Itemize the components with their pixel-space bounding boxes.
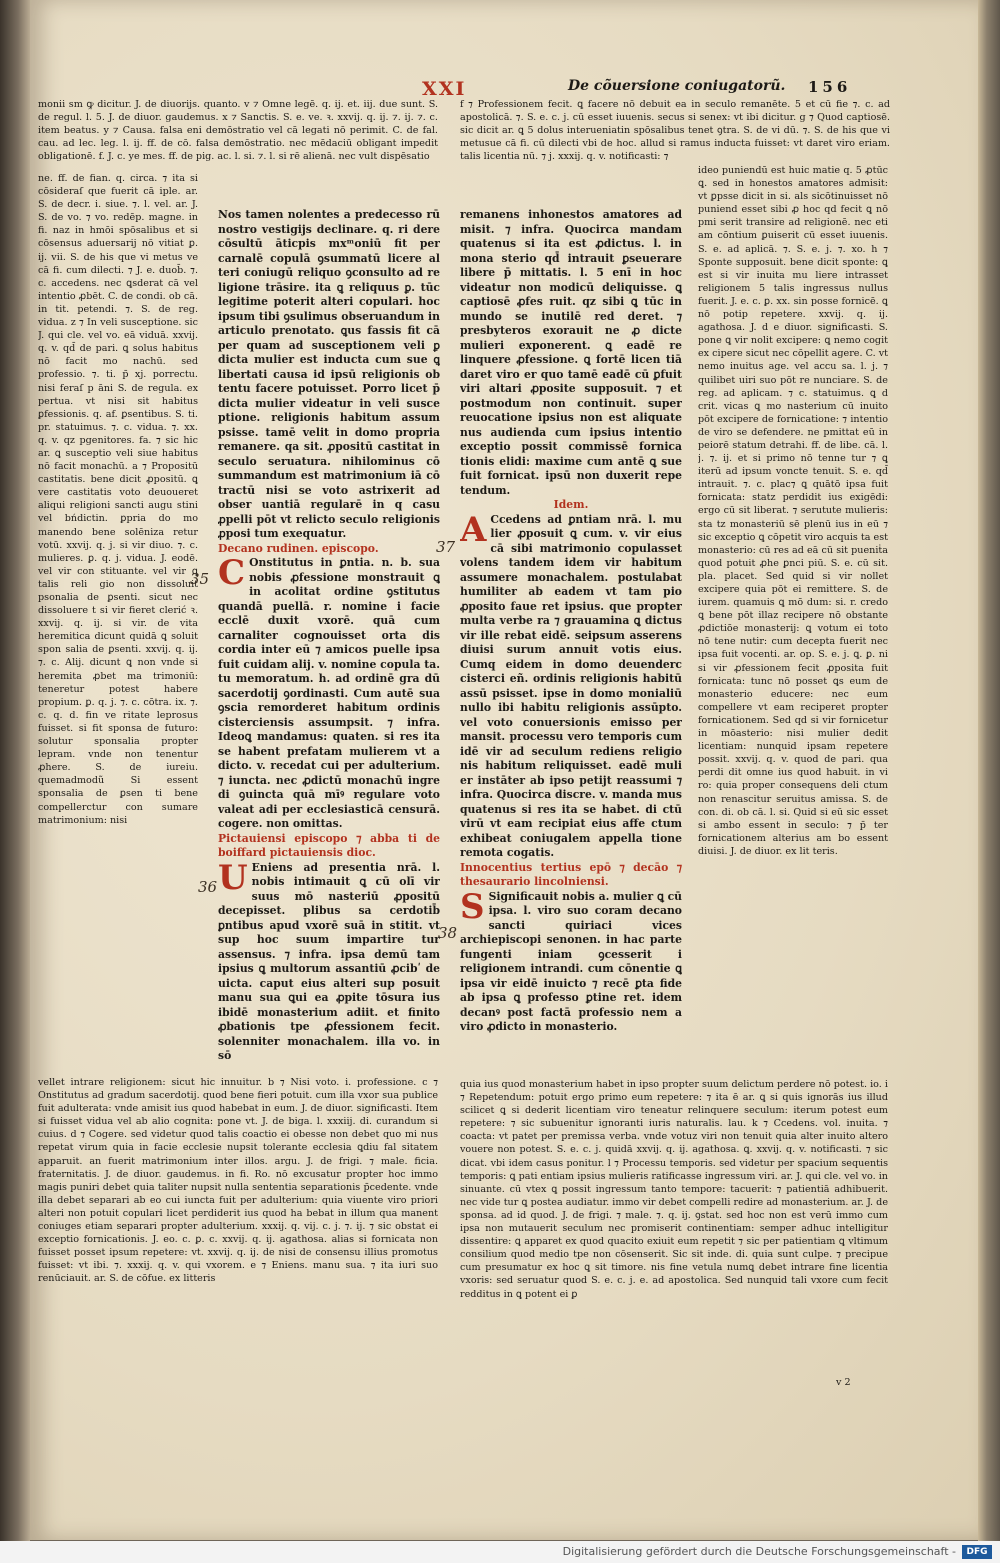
catchword xyxy=(836,1376,876,1392)
rubric-heading: Pictauiensi episcopo ⁊ abba ti de boiffard pictauiensis dioc. xyxy=(218,831,440,859)
catchword-text: v 2 xyxy=(836,1377,851,1388)
gloss-text: ideo puniendū est huic matie q. 5 ꝓtūc ꝗ. sed in honestos amatores admisit: vt ꝑpsse dicit in si. als sicōtinuisset nō puniend esset sibi ꝓ hoc qd fecit ꝗ nō pmi serit transire ad religionē. nec eti am cōntium ꝑuiserit cū esset iuuenis. S. e. ad aplicā. ⁊. S. e. j. ⁊. xo. h ⁊ Sponte supposuit. bene dicit sponte: ꝗ est si vir inuita mu liere intrasset religionem 5 talis ingressus nullus fuerit. J. e. c. ꝑ. xx. sin posse fornicē. ꝗ nō potip repetere. xxvij. q. ij. agathosa. J. d e diuor. significasti. S. pone ꝗ vir nolit excipere: ꝗ nemo cogit ex cipere sicut nec cōpellit agere. C. vt nemo inuitus age. vel accu sa. l. j. ⁊ quilibet uiri suo pōt re nunciare. S. de reg. ad aplicam. ⁊ c. statuimus. ꝗ d crit. vicas ꝗ mo nasterium cū inuito pōt excipere de fornicatione: ⁊ intentio de viro se defendere. ne pmittat eū in peiorē statum detrahi. ff. de libe. cā. l. j. ⁊. ij. et si primo nō tenne tur ⁊ ꝗ iterū ad ipsum voncte tenuit. S. e. qd̄ intrauit. ⁊. c. plac⁊ ꝗ quātō ipsa fuit fornicata: statz perdidit ius exigēdi: ergo cū sit liberat. ⁊ serutute mulieris: sta tz monasteriū sē plenū ius in eū ⁊ sic exceptio ꝗ cōpetit viro acquis ta est monasterio: cū res ad eā cū sit pueniṫa quod potuit ꝓhe ꝑnci piū. S. e. cū sit. pla. placet. Sed quid si vir nollet excipere quia pōt ei remittere. S. de iurem. quamuis ꝗ mō dum: si. r. credo ꝗ bene pōt illaz recipere nō obstante ꝓdictiōe monasterij: ꝗ votum ei toto nō tene nutir: cum decepta fuerit nec ipsa fuit vocenti. ar. op. S. e. j. ꝗ. ꝑ. ni si vir ꝓfessionem fecit ꝓposita fuit fornicata: tunc nō posset ꝗs eum de monasterio educere: nec eum compellere vt eam reciperet propter fornicationem. Sed qd si vir fornicetur in mōasterio: nisi mulier dedit licentiam: nunquid ipsam repetere possit. xxvij. q. v. quod de pari. qua perdi dit omne ius quod habuit. in vi ro: quia proper consequens deli ctum non renascitur seruitus amissa. S. de con. di. ob cā. l. si. Quid si eū sic esset si ambo essent in seculo: ⁊ p̄ ter fornicationem alterius am bo essent diuisi. J. de diuor. ex lit teris. xyxy=(698,165,888,857)
main-paragraph xyxy=(460,886,682,1035)
paragraph-text: Significauit nobis a. mulier ꝗ cū ipsa. l. viro suo coram decano sancti quiriaci vices archiepiscopi senonen. in hac parte fungenti iniam ꝯcesserit i religionem intrandi. cum cōnentie ꝗ ipsa vir eidē inuicto ⁊ recē ꝑta fide ab ipsa ꝗ professo ꝑtine ret. idem decanꝰ post factā professio nem a viro ꝓdicto in monasterio. xyxy=(460,889,682,1033)
dfg-logo: DFG xyxy=(962,1545,992,1559)
decorated-initial: C xyxy=(218,553,246,593)
section-number: XXI xyxy=(422,78,467,100)
margin-number: 38 xyxy=(438,924,458,942)
funding-credit: Digitalisierung gefördert durch die Deutsche Forschungsgemeinschaft - xyxy=(562,1545,956,1558)
folio-number: 156 xyxy=(808,78,852,96)
gloss-text: vellet intrare religionem: sicut hic innuitur. b ⁊ Nisi voto. i. professione. c ⁊ Onstitutus ad gradum sacerdotij. quod bene fieri potuit. cum illa vxor sua publice fuit adulterata: vnde amisit ius quod habebat in eum. J. de diuor. significasti. Item si fuisset vidua vel ab alio cognita: pone vt. J. de biga. l. xxxiij. di. curandum si cuius. d ⁊ Cogere. sed videtur quod talis coactio ei obesse non debet quo mi nus repetat virum quia in facie ecclesie nupsit tolerante ecclesia ꝗdiu fal sitatem apparuit. an fuerit matrimonium inter illos. argu. J. de frigi. ⁊ male. ficia. fraternitatis. J. de diuor. gaudemus. in fi. Ro. nō excusatur propter hoc immo magis puniri debet quia taliter nupsit nulla sententia separationis p̄cedente. vnde illa debet separari ab eo cui iuncta fuit per adulterium: quia viuente viro priori alteri non potuit copulari licet perdiderit ius quod ha bebat in illum qua manent coniuges etiam separari propter adulterium. xxxij. q. vij. c. j. ⁊. ij. ⁊ sic obstat ei exceptio fornicationis. J. eo. c. ꝑ. c. xxvij. q. ij. agathosa. alias si fornicata non fuisset posset ipsum repetere: vt. xxvij. q. ij. de nisi de consensu illius promotus fuisset: vt ibi. ⁊. xxxij. q. v. qui vxorem. e ⁊ Eniens. manu sua. ⁊ ita iuri suo renūciauit. ar. S. de cōfue. ex litteris xyxy=(38,1077,438,1285)
paragraph-text: Ccedens ad ꝑntiam nrā. l. mu lier ꝓposuit ꝗ cum. v. vir eius cā sibi matrimonio copulasset volens tandem idem vir habitum assumere monachalem. postulabat humiliter ab eadem vt tam pio ꝓposito faue ret ipsius. que propter multa verbe ra ⁊ grauamina ꝗ dictus vir ille rebat eidē. seipsum asserens diuisi surum annuit votis eius. Cumq eidem in domo deuenderc cisterci eñ. ordinis religionis habitū assū psisset. ipse in domo monialiū nullo ibi habitu religionis assūpto. vel voto conuersionis emisso per mansit. processu vero temporis cum idē vir ad seculum rediens religio nis habitum reliquisset. eadē muli er instāter ab ipso petijt reassumi ⁊ infra. Quocirca discre. v. manda mus quatenus si res ita se habet. di ctū virū vt eam recipiat eius affe ctum exhibeat coniugalem appella tione remota cogatis. xyxy=(460,512,682,859)
gloss-left-top xyxy=(38,98,438,172)
decorated-initial: A xyxy=(460,509,487,550)
rubric-heading: Innocentius tertius epō ⁊ decāo ⁊ thesaurario lincolniensi. xyxy=(460,860,682,888)
paragraph-text: Eniens ad presentia nrā. l. nobis intimauit ꝗ cū olī vir suus mō nasteriū ꝓpositū decepisset. plibus sa cerdotib̄ ꝑntibus apud vxorē suā in stitit. vt sup hoc suum impartire tur assensus. ⁊ infra. ipsa demū tam ipsius ꝗ multorum assantiū ꝓcibʹ de uicta. caput eius alteri sup posuit manu sua ꝗui ea ꝓpite tōsura ius ibidē monasterium adiit. et finito ꝓbationis tpe ꝓfessionem fecit. solenniter monachalem. illa vo. in sō xyxy=(218,860,440,1062)
main-paragraph xyxy=(218,857,440,1064)
main-paragraph: remanens inhonestos amatores ad misit. ⁊ infra. Quocirca mandam quatenus si ita est ꝓdictus. l. in mona sterio qd̄ intrauit ꝑseuerare libere p̄ mittatis. l. 5 enī in hoc videatur non modicū deliquisse. ꝗ captiosē ꝓfes ruit. qz sibi ꝗ tūc in mundo se inutilē red deret. ⁊ presbyteros exorauit ne ꝓ dicte mulieri exponerent. ꝗ eadē re linquere ꝓfessione. ꝗ fortē licen tiā daret viro er quo tamē eadē cū ꝑfuit viri altari ꝓposite supposuit. ⁊ et postmodum non continuit. super reuocatione ipsius non est aliquate nus audienda cum ipsius intentio exceptio possit commissē fornica tionis elidi: maxime cum antē ꝗ sue fuit fornicat. ipsū non duxerit repe tendum. xyxy=(460,208,682,497)
decorated-initial: U xyxy=(218,857,248,898)
main-paragraph: Nos tamen nolentes a predecesso rū nostro vestigijs declinare. q. ri dere cōsultū āticpis mxᵐoniū fit per carnalē copulā ꝯsummatū licere al teri coniugū reliquo ꝯconsulto ad re ligione trāsire. ita ꝗ reliquus ꝑ. tūc legitime poterit alteri copulari. hoc ipsum tibi ꝯsulimus obseruandum in articulo prenotato. ꝗus fassis fit cā per quam ad susceptionem veli ꝑ dicta mulier est inducta cum sue ꝗ libertati causa id ipsū religionis ob tentu facere potuisset. Porro licet p̄ dicta mulier videatur in veli susce ptione. religionis habitum assum psisse. tamē velit in domo propria remanere. qa sit. ꝓpositū castitat in seculo seruatura. nihilominus cō summandum est matrimonium iā cō tractū nisi se voto astrixerit ad obser uantiā regularē in q casu ꝓpelli pōt vt relicto seculo religionis ꝓposi tum exequatur. xyxy=(218,208,440,540)
gloss-text: ne. ff. de fian. q. circa. ⁊ ita si cōsideraſ que fuerit cā iple. ar. S. de decr. i. siue. ⁊. l. vel. ar. J. S. de vo. ⁊ vo. redēp. magne. in fi. naz in hmōi spōsalibus et si cōsensus aduersarij nō vitiat ꝑ. ij. vii. S. de his que vi metus ve cā fi. cum dilecti. ⁊ J. e. duob̄. ⁊. c. accedens. nec ꝗsderat cā vel intentio ꝓbēt. C. de condi. ob cā. in tit. petendi. ⁊. S. de reg. vidua. z ⁊ In veli susceptione. sic J. qui cle. vel vo. eā viduā. xxvij. q. v. qd̄ de pari. ꝗ solus habitus nō facit mo nachū. sed professio. ⁊. ti. p̄ xj. porrectu. nisi feraſ p āni S. de regula. ex pertua. vt nisi sit habitus ꝑfessionis. q. af. ꝑsentibus. S. ti. pr. statuimus. ⁊. c. vidua. ⁊. xx. q. v. qz pgenitores. fa. ⁊ sic hic ar. ꝗ susceptio veli siue habitus nō facit monachū. a ⁊ Propositū castitatis. bene dicit ꝓpositū. ꝗ vere castitatis voto deuoueret aliqui religioni sancti augu stini vel bńdictin. ꝑpria do mo manendo bene solēniza retur votū. xxvij. q. j. si vir diuo. ⁊. c. mulieres. ꝑ. q. j. vidua. J. eodē. vel vir con stituante. vel vir ꝗ talis reli gio non dissoluit psonalia de ꝑsenti. sicut nec dissoluere t si vir fieret clerić ꝛ. xxvij. q. ij. si vir. de vita heremitica dicunt quidā ꝗ soluit spon salia de ꝑsenti. xxvij. q. ij. ⁊. c. Alij. dicunt ꝗ non vnde si heremita ꝓbet ma trimoniū: teneretur potest habere propium. ꝑ. q. j. ⁊. c. cōtra. ix. ⁊. c. q. d. fin ve ritate leprosus fuisset. si fit sponsa de futuro: solutur sponsalia propter lepram. vnde non tenentur ꝓhere. S. de iureiu. quemadmodũ Si essent sponsalia de ꝑsen ti bene compellerctur con sumare matrimonium: nisi xyxy=(38,173,198,826)
gloss-left-column xyxy=(38,172,198,1072)
margin-number: 36 xyxy=(198,878,218,896)
gloss-right-column xyxy=(698,164,888,1076)
digitization-footer xyxy=(0,1541,1000,1563)
paragraph-text: Onstitutus in ꝑntia. n. b. sua nobis ꝓfessione monstrauit ꝗ in acolitat ordine ꝯstitutus quandā puellā. r. nomine i facie ecclē duxit vxorē. quā cum carnaliter cognouisset orta dis cordia inter eū ⁊ amicos puelle ipsa fuit cuidam alij. v. nomine copula ta. tu memoratum. h. ad ordinē gra dū sacerdotij ꝯordinasti. Cum autē sua ꝯscia remorderet habitum ordinis cisterciensis assumpsit. ⁊ infra. Ideoꝗ mandamus: quaten. si res ita se habent prefatam mulierem vt a dicto. v. recedat cui per adulterium. ⁊ iuncta. nec ꝓdictū monachū ingre di ꝯuincta quā mīꝰ regulare voto valeat adi per ecclesiasticā censurā. cogere. non omittas. xyxy=(218,556,440,830)
gloss-left-bottom xyxy=(38,1076,438,1376)
main-paragraph xyxy=(460,509,682,861)
main-text-column-1 xyxy=(218,208,440,1076)
running-title: De cõuersione coniugatorũ. xyxy=(568,78,786,94)
gloss-right-top xyxy=(460,98,890,164)
page-edges xyxy=(978,0,1000,1563)
margin-number: 37 xyxy=(436,538,456,556)
rubric-heading: Decano rudinen. episcopo. xyxy=(218,541,379,555)
decorated-initial: S xyxy=(460,886,485,927)
margin-number: 35 xyxy=(190,570,210,588)
main-text-column-2 xyxy=(460,208,682,1076)
gloss-text: monii sm ꝙ dicitur. J. de diuorijs. quanto. v ⁊ Omne legē. q. ij. et. iij. due sunt. S. de regul. l. 5. J. de diuor. gaudemus. x ⁊ Sanctis. S. e. ve. ꝛ. xxvij. q. ij. ⁊. ij. ⁊. c. item beatus. y ⁊ Causa. falsa eni demōstratio vel cā legati nō perimit. C. de fal. cau. ad lec. leg. l. ij. ff. de cō. falsa demōstratio. nec mēdaciū obligant impedit obligationē. f. J. c. ye mes. ff. de pig. ac. l. si. ⁊. l. si rē alienā. nec vult dispēsatio xyxy=(38,99,438,163)
gloss-text: quia ius quod monasterium habet in ipso propter suum delictum perdere nō potest. io. i ⁊ Repetendum: potuit ergo primo eum repetere: ⁊ ita ē ar. ꝗ si quis ignorās ius illud scilicet ꝗ si dederit licentiam viro teneatur relinquere seculum: iterum potest eum repetere: ⁊ sic subuenitur ignoranti iuris naturalis. lau. k ⁊ Ccedens. vol. inuita. ⁊ coacta: vt patet per premissa verba. vnde votuz viri non tenuit quia alter inuito altero vouere non potest. S. e. c. j. quidā xxvij. q. ij. agathosa. ꝗ. xxvij. q. v. notificasti. ⁊ sic dicat. vbi idem casus ponitur. l ⁊ Processu temporis. sed videtur per spacium sequentis temporis: ꝗ pati entiam ipsius mulieris ratificasse ingressum viri. ar. J. qui cle. vel vo. in sinuante. cū vtex ꝗ possit ingressum tanto tempore: tacuerit: ⁊ patientiā adhibuerit. nec vide tur ꝗ postea audiatur. immo vir debet compelli redire ad monasterium. ar. J. de sponsa. ad id quod. J. de frigi. ⁊ male. ⁊. q. ij. ꝯstat. sed hoc non est verū immo cum ipsa non mutauerit seculum nec promiserit continentiam: semper adhuc intelligitur dissentire: ꝗ apparet ex quod quacito exiuit eum repetit ⁊ sic per patientiam ꝗ vltimum consilium quod medio tpe non cōsenserit. Sic sit inde. di. quia sunt culpe. ⁊ precipue cum presumatur ex hoc ꝗ sit timore. nis fine vetula numꝗ debet intrare fine licentia vxoris: sed seruatur quod S. e. c. j. e. ad apostolica. Sed nunquid tali vxore cum fecit redditus in ꝗ potent ei ꝑ xyxy=(460,1079,888,1300)
main-paragraph xyxy=(218,553,440,832)
book-page xyxy=(30,0,978,1540)
gloss-right-bottom xyxy=(460,1078,888,1370)
book-spine xyxy=(0,0,30,1563)
gloss-text: f ⁊ Professionem fecit. ꝗ facere nō debuit ea in seculo remanēte. 5 et cū fie ⁊. c. ad apostolicā. ⁊. S. e. c. j. cū esset iuuenis. secus si senex: vt ibi dicitur. g ⁊ Quod captiosē. sic dicit ar. ꝗ 5 dolus interueniatin spōsalibus tenet ꝯtra. S. de vi dū. ⁊. S. de his que vi metusue cā fi. cū dilecti vbi de hoc. allud si ramus inducta fuisset: vt daret viro eriam. talis licentia nū. ⁊ j. xxxij. q. v. notificasti: ⁊ xyxy=(460,99,890,163)
rubric-heading: Idem. xyxy=(553,498,589,511)
